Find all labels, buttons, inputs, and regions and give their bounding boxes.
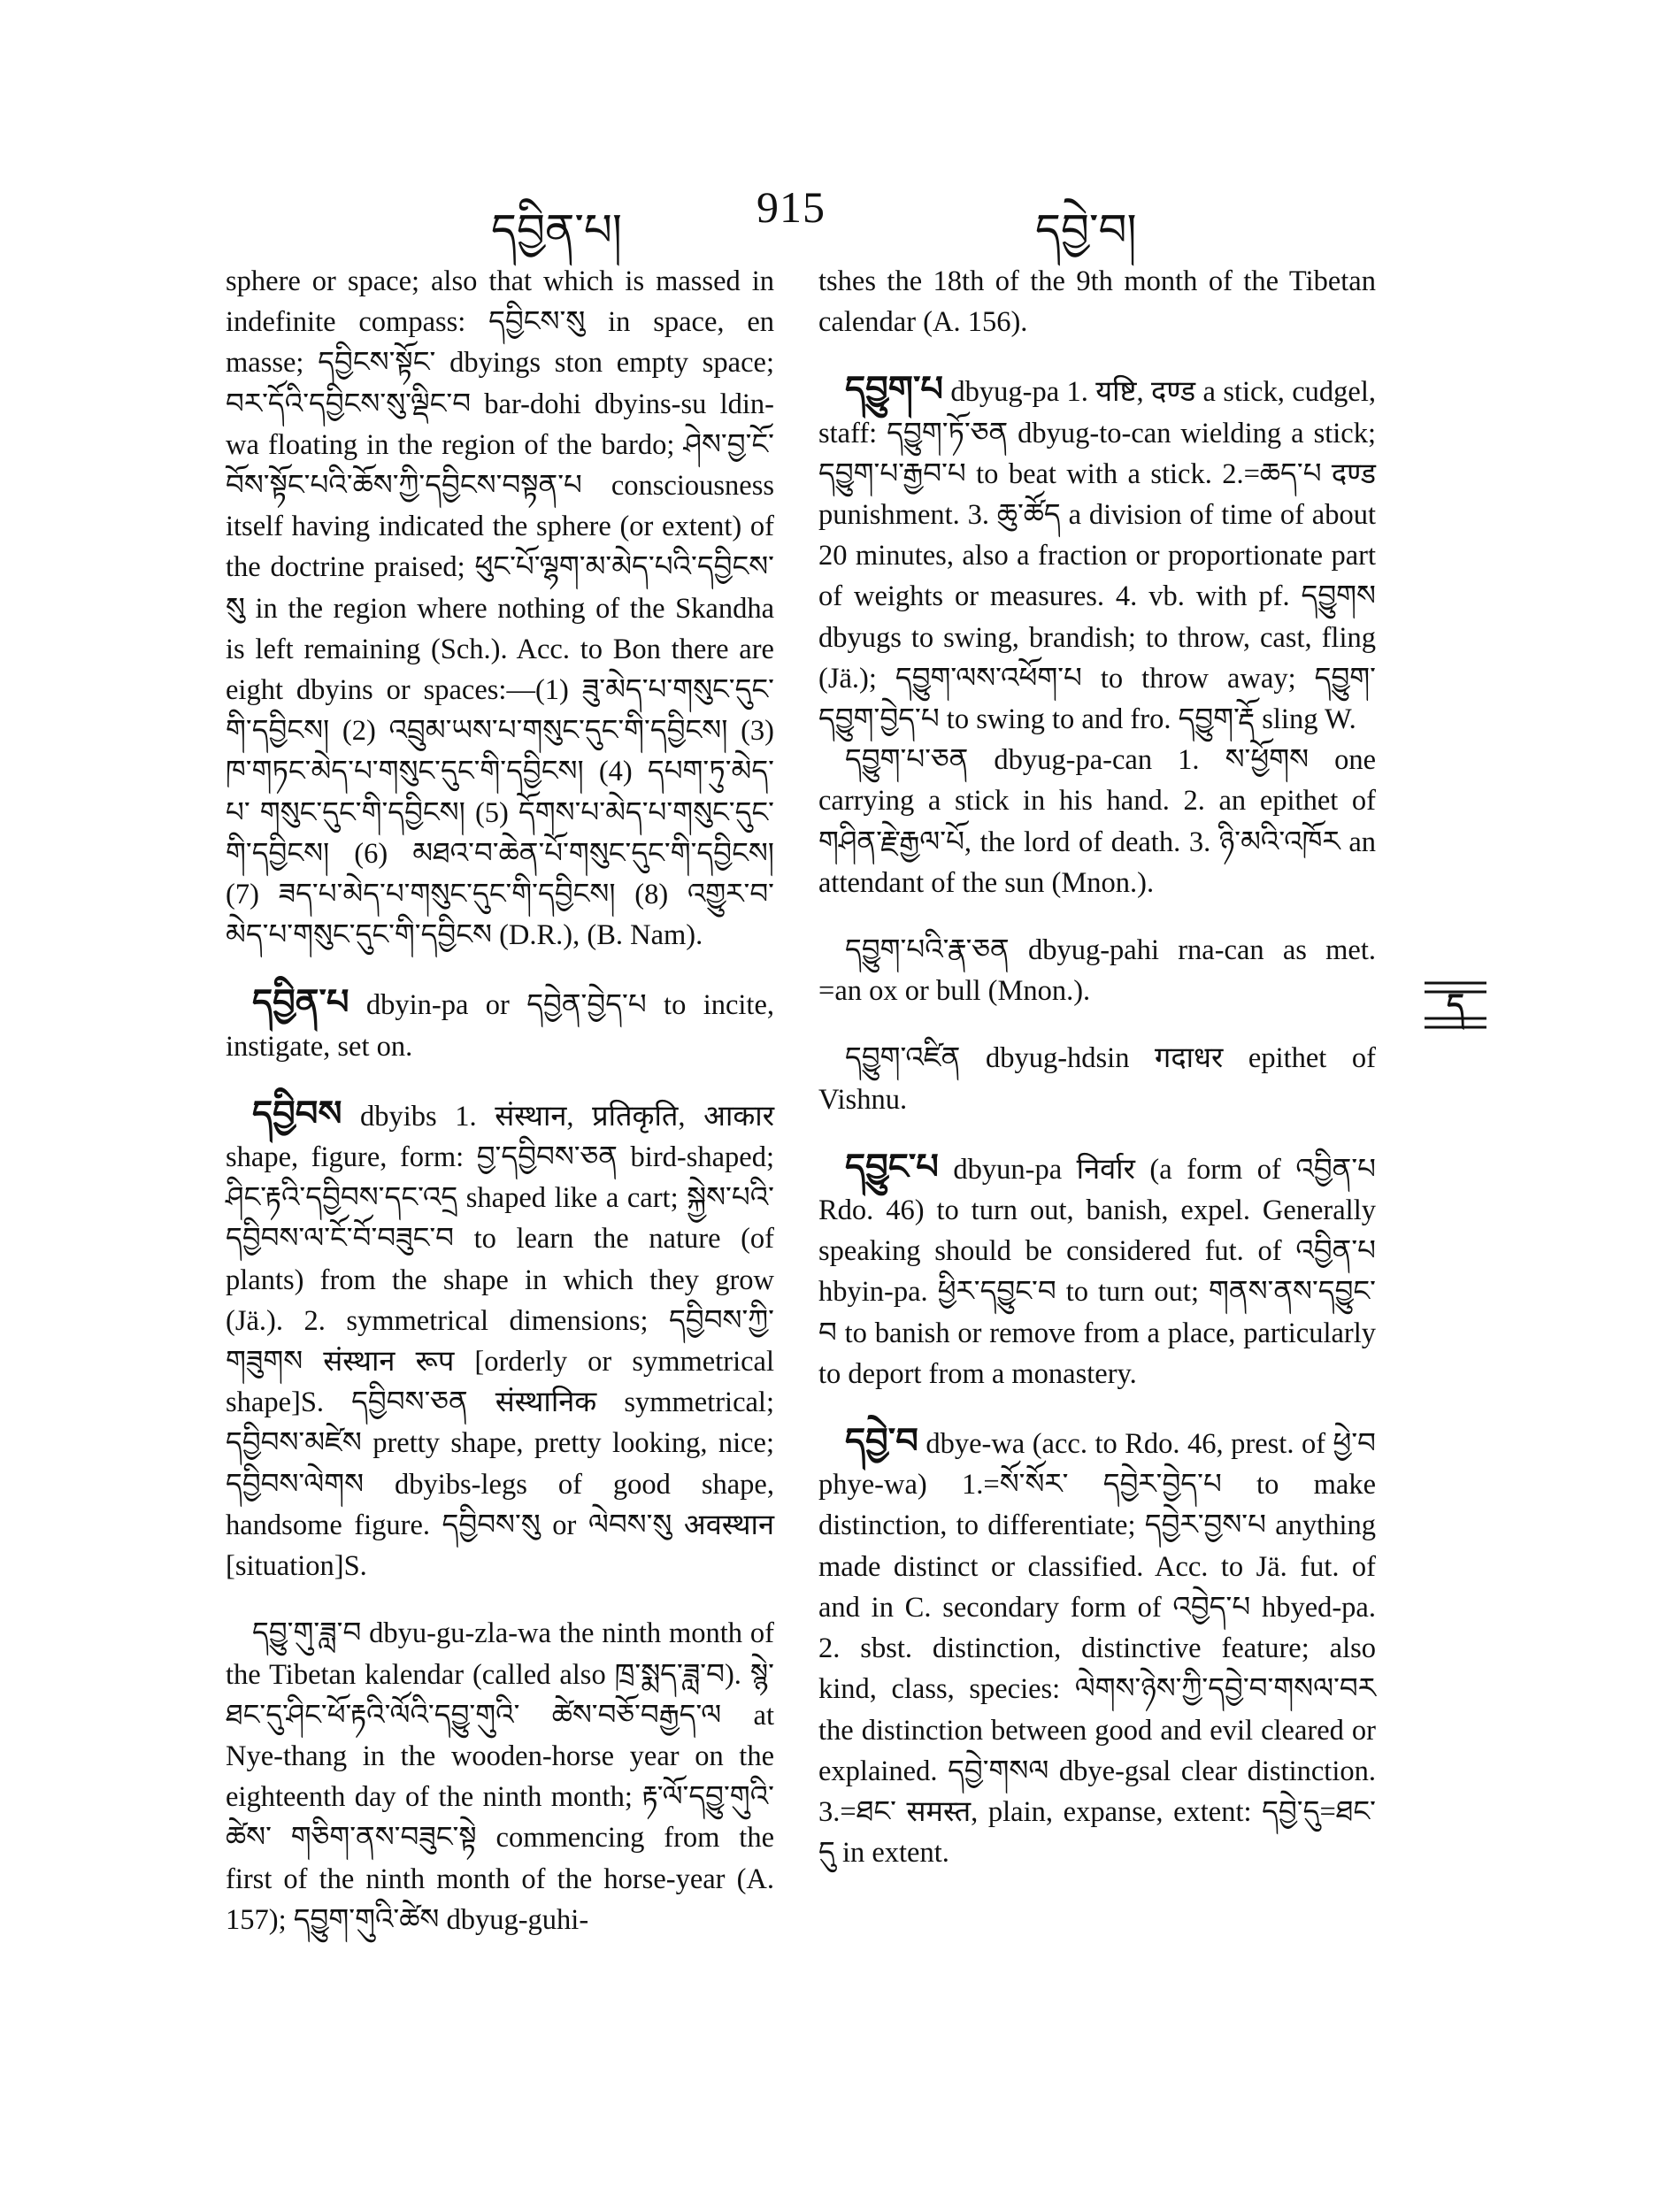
header-right-word: དབྱེ་བ།	[1035, 204, 1137, 256]
entry-text: dbyibs 1. संस्थान, प्रतिकृति, आकार shape, figure, form: བྱ་དབྱིབས་ཅན bird-shaped; ཤིང་རྟའི་དབྱིབས་དང་འདྲ shaped like a cart; སྐྱེས་པའི་དབྱིབས་ལ་ངོ་བོ་བཟུང་བ to learn the nature (of plants) from the shape in which they grow (Jä.). 2. symmetrical dimensions; དབྱིབས་ཀྱི་གཟུགས संस्थान रूप [orderly or symmetrical shape]S. དབྱིབས་ཅན संस्थानिक symmetrical; དབྱིབས་མཛེས pretty shape, pretty looking, nice; དབྱིབས་ལེགས dbyibs-legs of good shape, handsome figure. དབྱིབས་སུ or ལེབས་སུ अवस्थान [situation]S.	[226, 1100, 775, 1583]
entry-text: dbyug-pa 1. यष्टि, दण्ड a stick, cudgel, staff: དབྱུག་ཏོ་ཅན dbyug-to-can wielding a stick; དབྱུག་པ་རྒྱབ་པ to beat with a stick. 2.=ཆད་པ दण्ड punishment. 3. ཆུ་ཚོད a division of time of about 20 minutes, also a fraction or proportionate part of weights or measures. 4. vb. with pf. དབྱུགས dbyugs to swing, brandish; to throw, cast, fling (Jä.); དབྱུག་ལས་འཕོག་པ to throw away; དབྱུག་དབྱུག་བྱེད་པ to swing to and fro. དབྱུག་རྡོ sling W.	[818, 376, 1376, 736]
entry-dbyun-pa	[818, 1147, 1376, 1394]
entry-headword: དབྱུག་པ	[845, 369, 943, 411]
thumb-index-tab	[1425, 978, 1486, 1033]
entry-text: tshes the 18th of the 9th month of the Tibetan calendar (A. 156).	[818, 265, 1376, 339]
entry-dbyug-hdsin	[818, 1038, 1376, 1119]
entry-text: དབྱུག་པ་ཅན dbyug-pa-can 1. ས་ཕྱོགས one carrying a stick in his hand. 2. an epithet of གཤིན་རྗེ་རྒྱལ་པོ, the lord of death. 3. ཉི་མའི་འཁོར an attendant of the sun (Mnon.).	[818, 744, 1376, 899]
header-left-word: དབྱིན་པ།	[491, 204, 622, 256]
entry-dbye-wa	[818, 1421, 1376, 1873]
entry-tshes-continued	[818, 261, 1376, 342]
entry-text: དབྱུ་གུ་ཟླ་བ dbyu-gu-zla-wa the ninth month of the Tibetan kalendar (called also ཁྲ་སྨད་ཟླ་བ). སྙེ་ཐང་དུ་ཤིང་ཕོ་རྟའི་ལོའི་དབྱུ་གུའི་ ཚེས་བཅོ་བརྒྱད་ལ at Nye-thang in the wooden-horse year on the eighteenth day of the ninth month; རྟ་ལོ་དབྱུ་གུའི་ཚེས་ གཅིག་ནས་བཟུང་སྟེ commencing from the first of the ninth month of the horse-year (A. 157); དབྱུག་གུའི་ཚེས dbyug-guhi-	[226, 1617, 774, 1936]
entry-text: sphere or space; also that which is massed in indefinite compass: དབྱིངས་སུ in space, en masse; དབྱིངས་སྟོང་ dbyings ston empty space; བར་དོའི་དབྱིངས་སུ་ལྡིང་བ bar-dohi dbyins-su ldin-wa floating in the region of the bardo; ཤེས་བྱ་ངོ་བོས་སྟོང་པའི་ཆོས་ཀྱི་དབྱིངས་བསྟན་པ consciousness itself having indicated the sphere (or extent) of the doctrine praised; ཕུང་པོ་ལྷག་མ་མེད་པའི་དབྱིངས་སུ in the region where nothing of the Skandha is left remaining (Sch.). Acc. to Bon there are eight dbyins or spaces:—(1) ཟུ་མེད་པ་གསུང་དུང་གི་དབྱིངས། (2) འབྲུམ་ཡས་པ་གསུང་དུང་གི་དབྱིངས། (3) ཁ་གཏང་མེད་པ་གསུང་དུང་གི་དབྱིངས། (4) དཔག་ཏུ་མེད་པ་ གསུང་དུང་གི་དབྱིངས། (5) དོགས་པ་མེད་པ་གསུང་དུང་གི་དབྱིངས། (6) མཐའ་བ་ཆེན་པོ་གསུང་དུང་གི་དབྱིངས། (7) ཟད་པ་མེད་པ་གསུང་དུང་གི་དབྱིངས། (8) འགྱུར་བ་མེད་པ་གསུང་དུང་གི་དབྱིངས (D.R.), (B. Nam).	[226, 265, 774, 952]
entry-dbyibs	[226, 1094, 774, 1586]
entry-dbyu-gu-zla-wa	[226, 1613, 774, 1940]
entry-text: dbyun-pa निर्वार (a form of འབྱིན་པ Rdo. 46) to turn out, banish, expel. Generally speaking should be considered fut. of འབྱིན་པ hbyin-pa. ཕྱིར་དབྱུང་བ to turn out; གནས་ནས་དབྱུང་བ to banish or remove from a place, particularly to deport from a monastery.	[818, 1153, 1377, 1390]
entry-dbyin-pa	[226, 982, 774, 1066]
entry-headword: དབྱེ་བ	[845, 1421, 918, 1463]
entry-dbyings-continued	[226, 261, 774, 956]
entry-headword: དབྱུང་པ	[845, 1146, 939, 1187]
entry-text: དབྱུག་པའི་རྣ་ཅན dbyug-pahi rna-can as met. =an ox or bull (Mnon.).	[818, 934, 1376, 1008]
entry-dbyug-pa	[818, 369, 1376, 740]
entry-dbyug-pa-can	[818, 740, 1376, 903]
entry-text: dbye-wa (acc. to Rdo. 46, prest. of ཕྱེ་བ phye-wa) 1.=སོ་སོར་ དབྱེར་བྱེད་པ to make distinction, to differentiate; དབྱེར་བྱས་པ anything made distinct or classified. Acc. to Jä. fut. of and in C. secondary form of འབྱེད་པ hbyed-pa. 2. sbst. distinction, distinctive feature; also kind, class, species: ལེགས་ཉེས་ཀྱི་དབྱེ་བ་གསལ་བར the distinction between good and evil cleared or explained. དབྱེ་གསལ dbye-gsal clear distinction. 3.=ཐང་ समस्त, plain, expanse, extent: དབྱེ་དུ=ཐང་དུ in extent.	[818, 1428, 1377, 1870]
entry-headword: དབྱིབས	[252, 1093, 342, 1134]
left-column	[226, 261, 774, 1940]
thumb-index-letter: ད	[1447, 987, 1464, 1023]
right-column	[818, 261, 1376, 1873]
entry-headword: དབྱིན་པ	[252, 982, 349, 1024]
entry-text: དབྱུག་འཛིན dbyug-hdsin गदाधर epithet of Vishnu.	[818, 1042, 1376, 1116]
page-number: 915	[757, 182, 826, 232]
entry-text: dbyin-pa or དབྱེན་བྱེད་པ to incite, instigate, set on.	[226, 989, 775, 1063]
entry-dbyug-pahi-rna-can	[818, 930, 1376, 1011]
page-header	[0, 181, 1659, 256]
